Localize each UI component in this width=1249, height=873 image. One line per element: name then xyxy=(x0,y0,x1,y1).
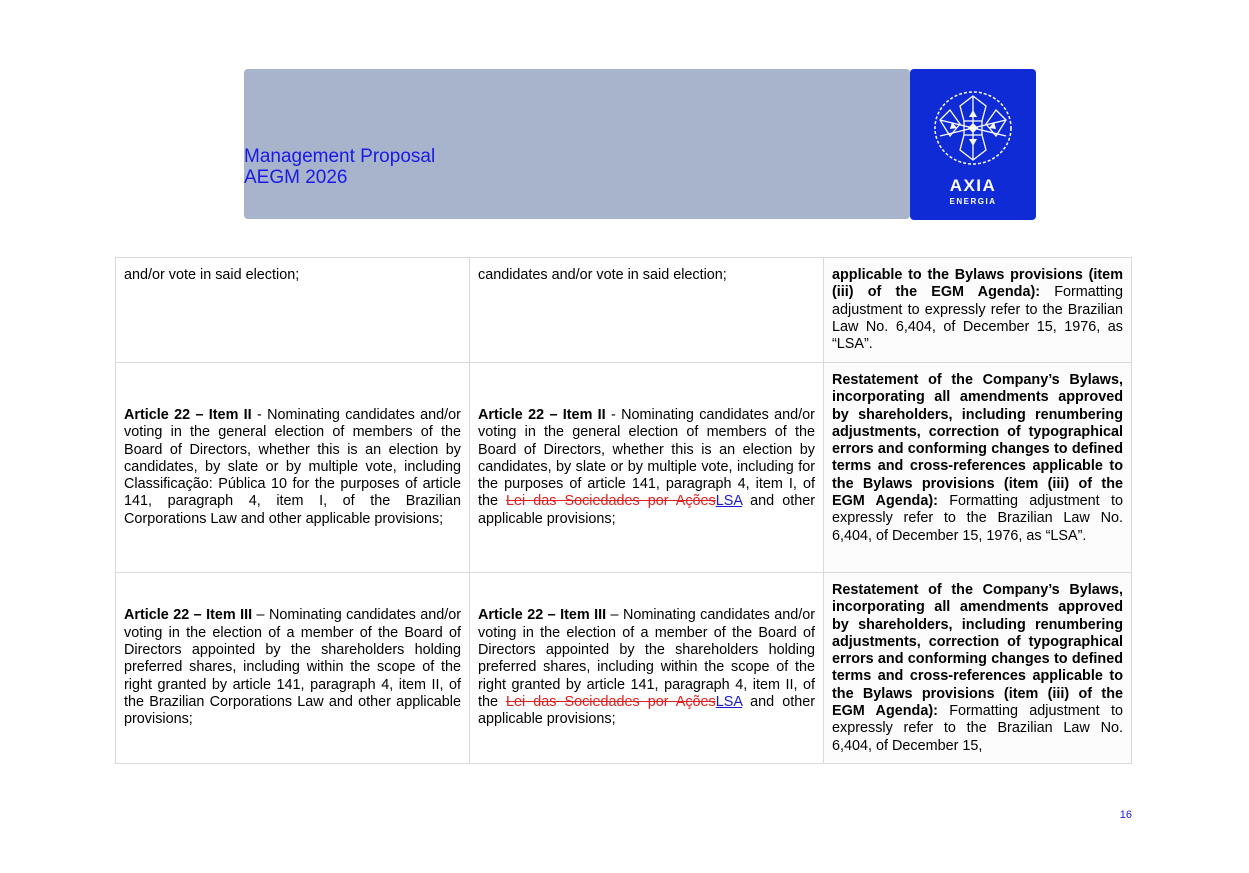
proposed-wording-cell xyxy=(470,573,824,764)
logo-subtitle: ENERGIA xyxy=(949,197,997,206)
page-number: 16 xyxy=(1119,809,1132,821)
current-text: - Nominating candidates and/or voting in the general election of members of the Board of Directors, whether this is an election by candidates, by slate or by multiple vote, including Classificação: Pública 10 for the purposes of article 141, paragraph 4, item I, of the Brazilian Corporations Law and other applicable provisions; xyxy=(124,406,461,527)
article-heading: Article 22 – Item III xyxy=(478,607,607,624)
header-band xyxy=(244,69,910,219)
proposed-text: candidates and/or vote in said election; xyxy=(478,267,727,283)
justification-bold: applicable to the Bylaws provisions (item (iii) of the EGM Agenda): xyxy=(832,267,1123,301)
proposed-wording-cell xyxy=(470,363,824,573)
current-wording-cell xyxy=(116,573,470,764)
logo-wordmark: AXIA xyxy=(949,176,997,195)
proposed-text-end: and other applicable provisions; xyxy=(478,693,815,728)
current-wording-cell xyxy=(116,258,470,363)
justification-cell xyxy=(824,363,1132,573)
deleted-text: Lei das Sociedades por Ações xyxy=(506,693,716,710)
proposed-text: – Nominating candidates and/or voting in the election of a member of the Board of Directors appointed by the shareholders holding preferred shares, including within the scope of the right granted by article 141, paragraph 4, item II, of the xyxy=(478,607,816,710)
justification-text: Formatting adjustment to expressly refer to the Brazilian Law No. 6,404, of December 15, xyxy=(832,703,1123,754)
current-wording-cell xyxy=(116,363,470,573)
article-heading: Article 22 – Item II xyxy=(124,406,252,423)
justification-text: Formatting adjustment to expressly refer to the Brazilian Law No. 6,404, of December 15, 1976, as “LSA”. xyxy=(832,493,1123,544)
page-title xyxy=(244,146,435,188)
company-logo xyxy=(910,69,1036,220)
bylaws-amendment-table xyxy=(115,257,1132,764)
table-row xyxy=(116,363,1132,573)
geodesic-globe-icon xyxy=(932,90,1014,166)
deleted-text: Lei das Sociedades por Ações xyxy=(506,493,716,510)
proposed-text: - Nominating candidates and/or voting in the general election of members of the Board of Directors, whether this is an election by candidates, by slate or by multiple vote, including for the purposes of article 141, paragraph 4, item I, of the xyxy=(478,406,815,510)
proposed-wording-cell xyxy=(470,258,824,363)
current-text: and/or vote in said election; xyxy=(124,267,300,283)
justification-cell xyxy=(824,258,1132,363)
article-heading: Article 22 – Item II xyxy=(478,406,606,423)
table-row xyxy=(116,573,1132,764)
inserted-text: LSA xyxy=(715,493,743,510)
inserted-text: LSA xyxy=(715,693,743,710)
current-text: – Nominating candidates and/or voting in the election of a member of the Board of Directors appointed by the shareholders holding preferred shares, including within the scope of the right granted by article 141, paragraph 4, item II, of the Brazilian Corporations Law and other applicable provisions; xyxy=(124,607,462,728)
title-line-2: AEGM 2026 xyxy=(244,167,348,188)
title-line-1: Management Proposal xyxy=(244,146,436,167)
proposed-text-end: and other applicable provisions; xyxy=(478,493,815,527)
justification-bold: Restatement of the Company’s Bylaws, incorporating all amendments approved by shareholders, including renumbering adjustments, correction of typographical errors and conforming changes to defined terms and cross-references applicable to the Bylaws provisions (item (iii) of the EGM Agenda): xyxy=(832,582,1123,720)
justification-cell xyxy=(824,573,1132,764)
table-row xyxy=(116,258,1132,363)
article-heading: Article 22 – Item III xyxy=(124,607,253,624)
justification-text: Formatting adjustment to expressly refer to the Brazilian Law No. 6,404, of December 15, 1976, as “LSA”. xyxy=(832,284,1123,353)
justification-bold: Restatement of the Company’s Bylaws, incorporating all amendments approved by shareholders, including renumbering adjustments, correction of typographical errors and conforming changes to defined terms and cross-references applicable to the Bylaws provisions (item (iii) of the EGM Agenda): xyxy=(832,372,1123,510)
